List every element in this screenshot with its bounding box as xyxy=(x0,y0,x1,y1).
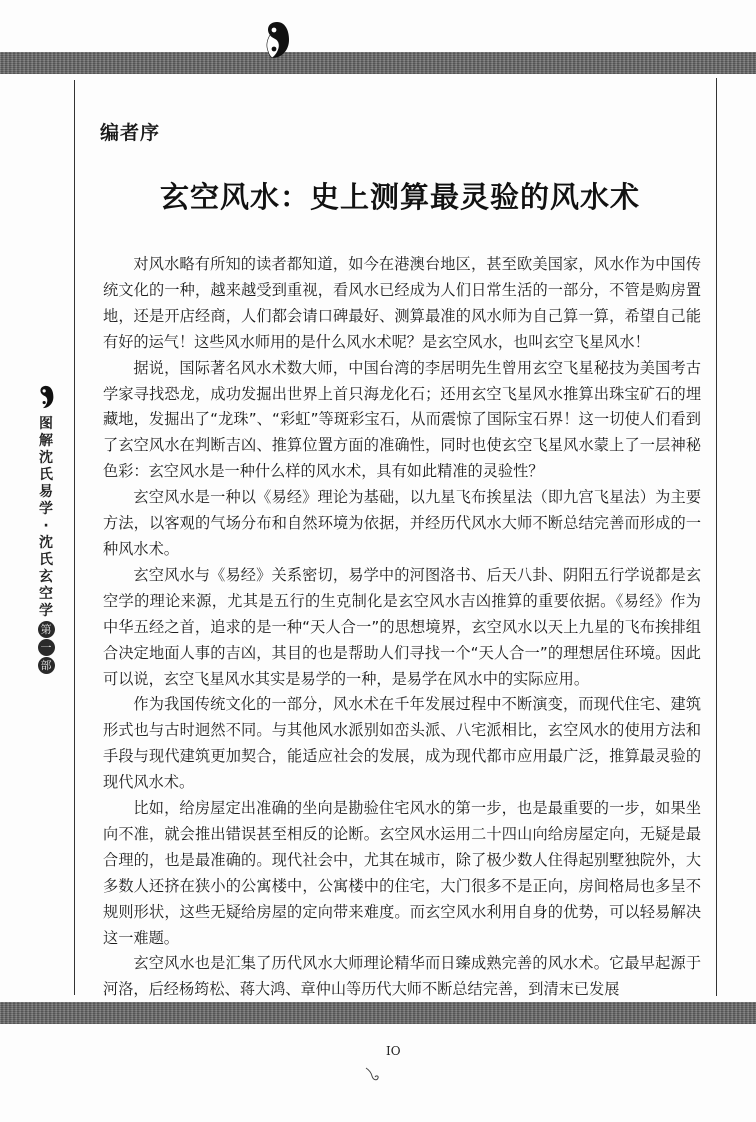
left-margin-rule xyxy=(74,80,75,995)
sidebar-title-char: 解 xyxy=(39,433,53,449)
sidebar-title-char: · xyxy=(43,518,49,534)
paragraph: 玄空风水与《易经》关系密切，易学中的河图洛书、后天八卦、阴阳五行学说都是玄空学的理论来源，尤其是五行的生克制化是玄空风水吉凶推算的重要依据。《易经》作为中华五经之首，追求的是一种“天人合一”的思想境界，玄空风水以天上九星的飞布挨排组合决定地面人事的吉凶，其目的也是帮助人们寻找一个“天人合一”的理想居住环境。因此可以说，玄空飞星风水其实是易学的一种，是易学在风水中的实际应用。 xyxy=(103,565,701,688)
section-label: 编者序 xyxy=(100,122,161,144)
sidebar-title-char: 氏 xyxy=(39,467,53,483)
taiji-yin-yang-icon xyxy=(38,384,54,410)
part-badge-char: 一 xyxy=(38,639,55,656)
sidebar-running-title xyxy=(34,384,58,674)
sidebar-title-char: 学 xyxy=(39,603,53,619)
part-badge-char: 第 xyxy=(38,621,55,638)
taiji-yin-yang-icon xyxy=(264,20,290,60)
sidebar-title-char: 图 xyxy=(39,416,53,432)
sidebar-title-char: 易 xyxy=(39,484,53,500)
right-margin-rule xyxy=(716,78,717,996)
footer-band xyxy=(0,1002,756,1024)
sidebar-title-char: 沈 xyxy=(39,450,53,466)
paragraph: 对风水略有所知的读者都知道，如今在港澳台地区，甚至欧美国家，风水作为中国传统文化的一种，越来越受到重视，看风水已经成为人们日常生活的一部分，不管是购房置地，还是开店经商，人们都会请口碑最好、测算最准的风水师为自己算一算，希望自己能有好的运气！这些风水师用的是什么风水术呢？是玄空风水，也叫玄空飞星风水！ xyxy=(103,255,701,351)
body-text xyxy=(103,252,701,1003)
sidebar-title-char: 沈 xyxy=(39,535,53,551)
paragraph: 玄空风水也是汇集了历代风水大师理论精华而日臻成熟完善的风水术。它最早起源于河洛，后经杨筠松、蒋大鸿、章仲山等历代大师不断总结完善，到清末已发展 xyxy=(103,954,701,999)
header-band xyxy=(0,52,756,74)
paragraph: 比如，给房屋定出准确的坐向是勘验住宅风水的第一步，也是最重要的一步，如果坐向不准，就会推出错误甚至相反的论断。玄空风水运用二十四山向给房屋定向，无疑是最合理的，也是最准确的。现代社会中，尤其在城市，除了极少数人住得起别墅独院外，大多数人还挤在狭小的公寓楼中，公寓楼中的住宅，大门很多不是正向，房间格局也多呈不规则形状，这些无疑给房屋的定向带来难度。而玄空风水利用自身的优势，可以轻易解决这一难题。 xyxy=(103,799,701,947)
sidebar-title-char: 玄 xyxy=(39,569,53,585)
paragraph: 据说，国际著名风水术数大师，中国台湾的李居明先生曾用玄空飞星秘技为美国考古学家寻找恐龙，成功发掘出世界上首只海龙化石；还用玄空飞星风水推算出珠宝矿石的埋藏地，发掘出了“龙珠”、“彩虹”等斑彩宝石，从而震惊了国际宝石界！这一切使人们看到了玄空风水在判断吉凶、推算位置方面的准确性，同时也使玄空飞星风水蒙上了一层神秘色彩：玄空风水是一种什么样的风水术，具有如此精准的灵验性？ xyxy=(103,358,701,481)
part-badge-char: 部 xyxy=(38,657,55,674)
paragraph: 玄空风水是一种以《易经》理论为基础，以九星飞布挨星法（即九宫飞星法）为主要方法，以客观的气场分布和自然环境为依据，并经历代风水大师不断总结完善而形成的一种风水术。 xyxy=(103,488,701,558)
page-number: IO xyxy=(386,1044,401,1058)
page-title: 玄空风水：史上测算最灵验的风水术 xyxy=(159,180,640,214)
swirl-ornament-icon xyxy=(364,1067,384,1087)
paragraph: 作为我国传统文化的一部分，风水术在千年发展过程中不断演变，而现代住宅、建筑形式也与古时迥然不同。与其他风水派别如峦头派、八宅派相比，玄空风水的使用方法和手段与现代建筑更加契合，能适应社会的发展，成为现代都市应用最广泛，推算最灵验的现代风水术。 xyxy=(103,695,701,792)
sidebar-title-char: 学 xyxy=(39,501,53,517)
sidebar-title-char: 氏 xyxy=(39,552,53,568)
sidebar-title-char: 空 xyxy=(39,586,53,602)
